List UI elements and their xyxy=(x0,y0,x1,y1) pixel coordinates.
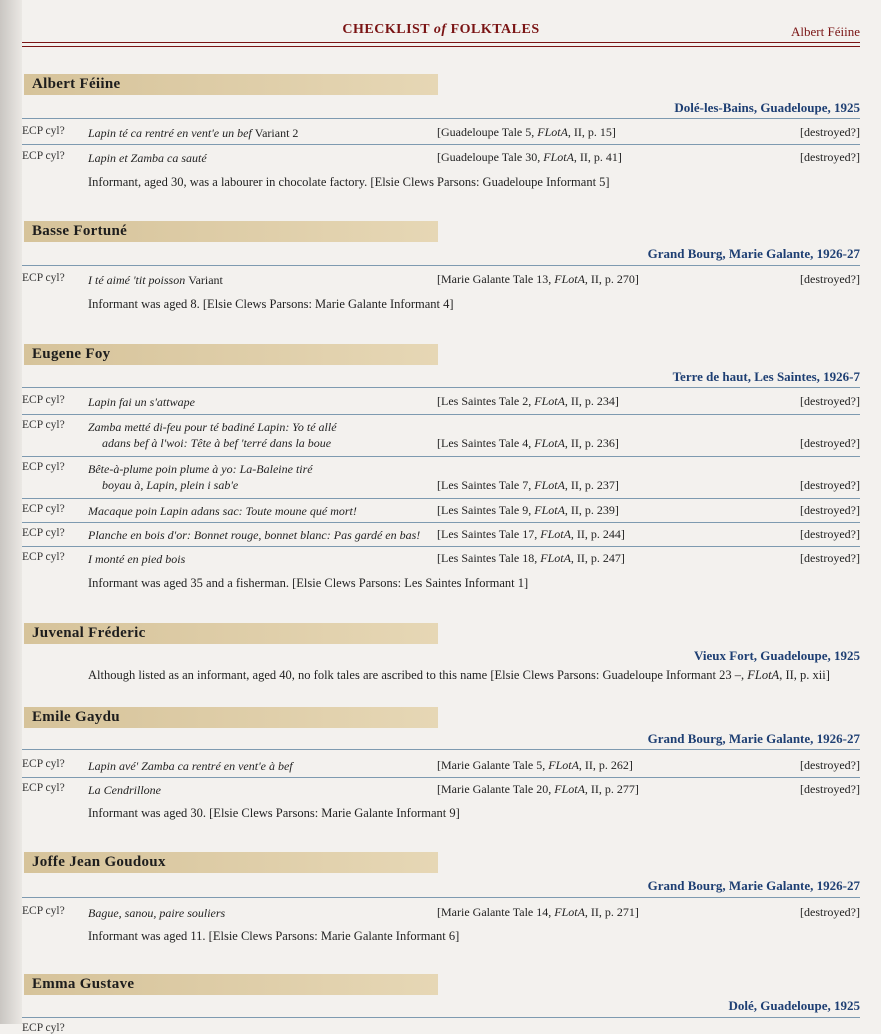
tale-title-line1: Bête-à-plume poin plume à yo: La-Baleine tiré xyxy=(88,462,313,476)
informant-section xyxy=(22,623,860,683)
header-rule xyxy=(22,42,860,43)
variant-label: Variant 2 xyxy=(254,126,299,140)
ref-pre: [Marie Galante Tale 20, xyxy=(437,782,555,796)
informant-note xyxy=(88,668,830,683)
variant-label: Variant xyxy=(188,273,223,287)
tale-status: [destroyed?] xyxy=(800,125,860,139)
ref-journal: FLotA xyxy=(540,551,571,565)
tale-status: [destroyed?] xyxy=(800,272,860,286)
tale-title xyxy=(88,461,313,493)
ref-pre: [Les Saintes Tale 18, xyxy=(437,551,541,565)
ecp-label: ECP cyl? xyxy=(22,527,65,539)
title-part-checklist: CHECKLIST xyxy=(342,22,430,37)
informant-place: Grand Bourg, Marie Galante, 1926-27 xyxy=(647,246,860,261)
tale-title xyxy=(88,125,298,141)
tale-title-line1: Zamba metté di-feu pour té badiné Lapin: Yo té allé xyxy=(88,420,337,434)
note-pre: Although listed as an informant, aged 40, no folk tales are ascribed to this name [Elsie Clews Parsons: Guadeloupe Informant 23 –, xyxy=(88,668,748,682)
tale-reference xyxy=(437,478,619,493)
ref-journal: FLotA xyxy=(543,150,574,164)
tale-title xyxy=(88,272,223,288)
ref-journal: FLotA xyxy=(534,394,565,408)
informant-name: Albert Féiine xyxy=(32,76,121,92)
tale-reference xyxy=(437,905,639,920)
tale-status: [destroyed?] xyxy=(800,758,860,772)
page-title xyxy=(22,22,860,38)
tale-reference xyxy=(437,551,625,566)
page-gutter-shade xyxy=(0,0,22,1024)
tale-title: Planche en bois d'or: Bonnet rouge, bonnet blanc: Pas gardé en bas! xyxy=(88,528,421,542)
running-head-name: Albert Féiine xyxy=(791,24,860,39)
tale-title: Lapin fai un s'attwape xyxy=(88,395,195,409)
informant-name: Juvenal Fréderic xyxy=(32,625,146,641)
ecp-label: ECP cyl? xyxy=(22,394,65,406)
ecp-label: ECP cyl? xyxy=(22,782,65,794)
tale-title: Lapin et Zamba ca sauté xyxy=(88,151,207,165)
tale-reference xyxy=(437,436,619,451)
tale-status: [destroyed?] xyxy=(800,436,860,450)
ref-post: , II, p. 236] xyxy=(564,436,619,450)
ref-post: , II, p. 271] xyxy=(584,905,639,919)
tale-title xyxy=(88,419,337,451)
tale-title: La Cendrillone xyxy=(88,783,162,797)
tale-title: I monté en pied bois xyxy=(88,552,186,566)
ref-post: , II, p. 244] xyxy=(570,527,625,541)
ecp-label: ECP cyl? xyxy=(22,419,65,431)
ref-journal: FLotA xyxy=(554,272,585,286)
ref-journal: FLotA xyxy=(534,436,565,450)
tale-status: [destroyed?] xyxy=(800,527,860,541)
note-journal: FLotA xyxy=(747,668,780,682)
tale-status: [destroyed?] xyxy=(800,551,860,565)
row-rule xyxy=(22,749,860,750)
title-part-of: of xyxy=(433,22,447,37)
informant-section xyxy=(22,707,860,827)
informant-place: Dolé, Guadeloupe, 1925 xyxy=(728,998,860,1013)
ecp-label: ECP cyl? xyxy=(22,758,65,770)
ecp-label: ECP cyl? xyxy=(22,551,65,563)
informant-note: Informant, aged 30, was a labourer in chocolate factory. [Elsie Clews Parsons: Guadeloupe Informant 5] xyxy=(88,175,610,189)
ref-journal: FLotA xyxy=(554,905,585,919)
row-rule xyxy=(22,897,860,898)
ref-journal: FLotA xyxy=(534,503,565,517)
tale-reference xyxy=(437,782,639,797)
running-header xyxy=(22,16,860,46)
informant-note: Informant was aged 30. [Elsie Clews Parsons: Marie Galante Informant 9] xyxy=(88,806,460,820)
row-rule xyxy=(22,1017,860,1018)
ref-post: , II, p. 247] xyxy=(570,551,625,565)
ref-pre: [Les Saintes Tale 9, xyxy=(437,503,535,517)
informant-place: Grand Bourg, Marie Galante, 1926-27 xyxy=(647,878,860,893)
informant-note: Informant was aged 8. [Elsie Clews Parsons: Marie Galante Informant 4] xyxy=(88,297,454,311)
informant-place: Terre de haut, Les Saintes, 1926-7 xyxy=(672,369,860,384)
row-rule xyxy=(22,498,860,499)
informant-section xyxy=(22,974,860,1034)
row-rule xyxy=(22,387,860,388)
ref-journal: FLotA xyxy=(540,527,571,541)
ref-post: , II, p. 15] xyxy=(567,125,616,139)
tale-status: [destroyed?] xyxy=(800,782,860,796)
ecp-label: ECP cyl? xyxy=(22,905,65,917)
ref-pre: [Marie Galante Tale 13, xyxy=(437,272,555,286)
tale-title: Bague, sanou, paire souliers xyxy=(88,906,226,920)
tale-reference xyxy=(437,394,619,409)
ecp-label: ECP cyl? xyxy=(22,461,65,473)
tale-status: [destroyed?] xyxy=(800,503,860,517)
tale-reference xyxy=(437,527,625,542)
row-rule xyxy=(22,522,860,523)
row-rule xyxy=(22,265,860,266)
informant-name: Emma Gustave xyxy=(32,976,135,992)
informant-section xyxy=(22,221,860,321)
row-rule xyxy=(22,118,860,119)
ref-post: , II, p. 270] xyxy=(584,272,639,286)
tale-status: [destroyed?] xyxy=(800,478,860,492)
title-part-folktales: FOLKTALES xyxy=(450,22,540,37)
ref-journal: FLotA xyxy=(554,782,585,796)
ref-post: , II, p. 234] xyxy=(564,394,619,408)
informant-name-band xyxy=(24,221,438,242)
ref-post: , II, p. 277] xyxy=(584,782,639,796)
ecp-label: ECP cyl? xyxy=(22,272,65,284)
informant-note: Informant was aged 11. [Elsie Clews Parsons: Marie Galante Informant 6] xyxy=(88,929,460,943)
informant-name-band xyxy=(24,623,438,644)
row-rule xyxy=(22,456,860,457)
ref-post: , II, p. 237] xyxy=(564,478,619,492)
ecp-label: ECP cyl? xyxy=(22,503,65,515)
ref-pre: [Les Saintes Tale 4, xyxy=(437,436,535,450)
note-post: , II, p. xii] xyxy=(779,668,830,682)
tale-reference xyxy=(437,758,633,773)
row-rule xyxy=(22,414,860,415)
tale-status: [destroyed?] xyxy=(800,150,860,164)
ref-post: , II, p. 262] xyxy=(578,758,633,772)
informant-section xyxy=(22,344,860,600)
tale-reference xyxy=(437,125,616,140)
ecp-label: ECP cyl? xyxy=(22,150,65,162)
informant-place: Grand Bourg, Marie Galante, 1926-27 xyxy=(647,731,860,746)
tale-reference xyxy=(437,272,639,287)
tale-title-line2: adans bef à l'woi: Tête à bef 'terré dans la boue xyxy=(102,436,332,450)
informant-name: Eugene Foy xyxy=(32,346,111,362)
tale-status: [destroyed?] xyxy=(800,905,860,919)
ref-pre: [Les Saintes Tale 17, xyxy=(437,527,541,541)
header-rule-thin xyxy=(22,46,860,47)
ref-pre: [Guadeloupe Tale 30, xyxy=(437,150,544,164)
informant-section xyxy=(22,852,860,952)
ref-pre: [Marie Galante Tale 5, xyxy=(437,758,549,772)
ref-journal: FLotA xyxy=(537,125,568,139)
tale-title: Macaque poin Lapin adans sac: Toute moune qué mort! xyxy=(88,504,357,518)
ref-pre: [Les Saintes Tale 7, xyxy=(437,478,535,492)
informant-name-band xyxy=(24,974,438,995)
informant-name-band xyxy=(24,344,438,365)
ref-journal: FLotA xyxy=(534,478,565,492)
informant-place: Vieux Fort, Guadeloupe, 1925 xyxy=(694,648,860,663)
tale-title-line2: boyau à, Lapin, plein i sab'e xyxy=(102,478,239,492)
ref-pre: [Marie Galante Tale 14, xyxy=(437,905,555,919)
informant-name: Emile Gaydu xyxy=(32,709,120,725)
informant-name-band xyxy=(24,707,438,728)
tale-reference xyxy=(437,150,622,165)
ref-journal: FLotA xyxy=(548,758,579,772)
tale-title-text: Lapin té ca rentré en vent'e un bef xyxy=(88,126,252,140)
informant-name-band xyxy=(24,852,438,873)
ecp-label: ECP cyl? xyxy=(22,125,65,137)
informant-name: Basse Fortuné xyxy=(32,223,128,239)
ref-post: , II, p. 41] xyxy=(573,150,622,164)
tale-status: [destroyed?] xyxy=(800,394,860,408)
informant-place: Dolé-les-Bains, Guadeloupe, 1925 xyxy=(674,100,860,115)
ref-pre: [Les Saintes Tale 2, xyxy=(437,394,535,408)
row-rule xyxy=(22,144,860,145)
ref-pre: [Guadeloupe Tale 5, xyxy=(437,125,538,139)
informant-note: Informant was aged 35 and a fisherman. [Elsie Clews Parsons: Les Saintes Informant 1] xyxy=(88,576,529,590)
tale-title: Lapin avé' Zamba ca rentré en vent'e à bef xyxy=(88,759,293,773)
informant-name-band xyxy=(24,74,438,95)
informant-section xyxy=(22,74,860,194)
row-rule xyxy=(22,546,860,547)
tale-title-text: I té aimé 'tit poisson xyxy=(88,273,186,287)
row-rule xyxy=(22,777,860,778)
ecp-label: ECP cyl? xyxy=(22,1022,65,1034)
informant-name: Joffe Jean Goudoux xyxy=(32,854,166,870)
tale-reference xyxy=(437,503,619,518)
ref-post: , II, p. 239] xyxy=(564,503,619,517)
